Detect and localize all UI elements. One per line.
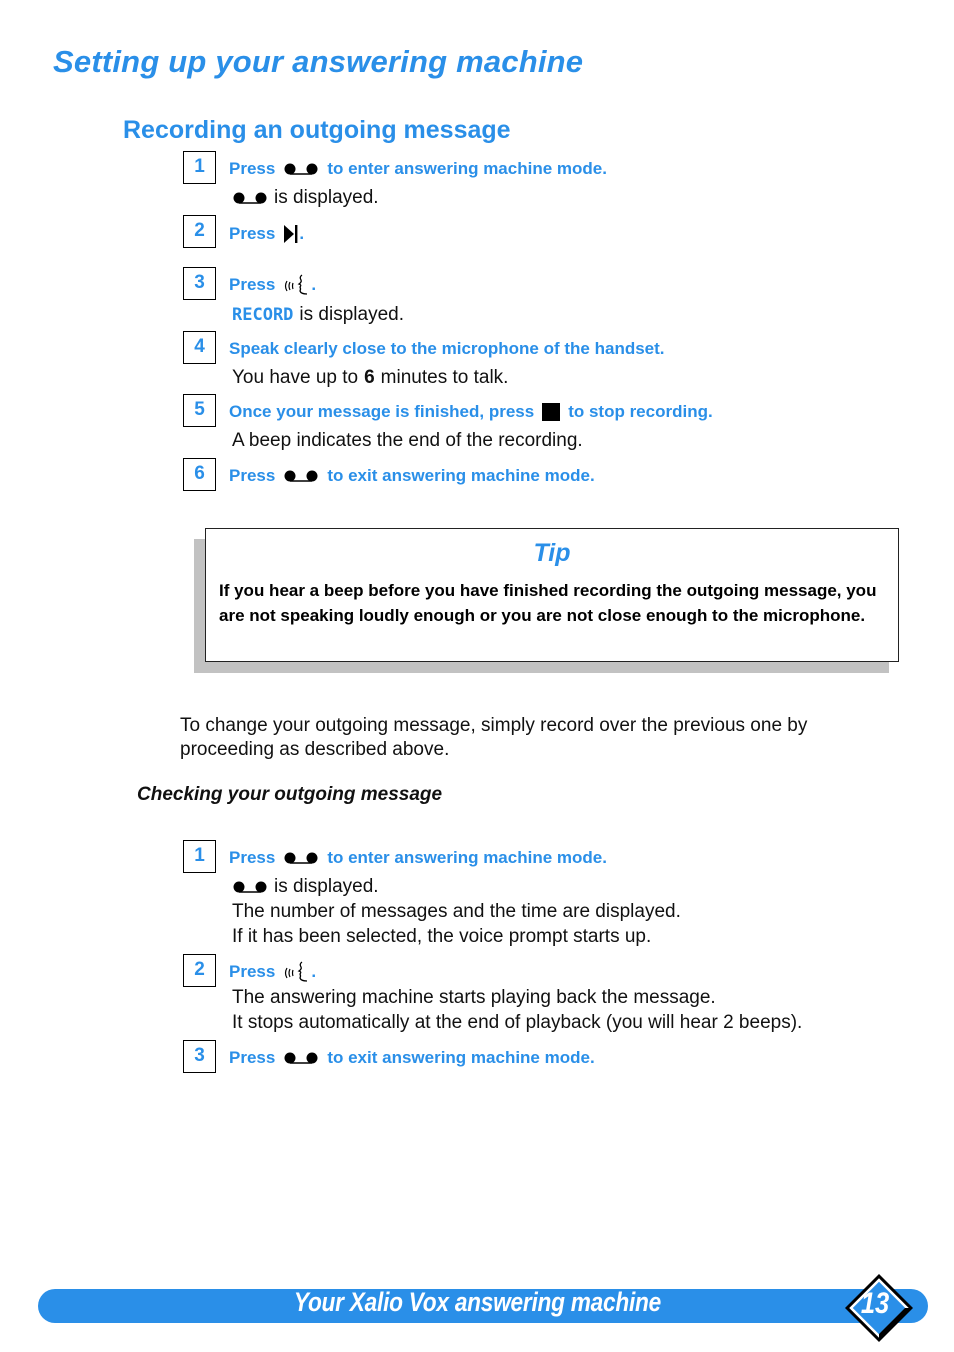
answering-machine-icon: [283, 469, 319, 483]
step-result: If it has been selected, the voice prompt starts up.: [232, 926, 652, 947]
step-number: 4: [183, 331, 216, 364]
footer-title: Your Xalio Vox answering machine: [293, 1287, 662, 1317]
answering-machine-icon: [283, 851, 319, 865]
step-instruction: Press .: [229, 224, 305, 243]
answering-machine-icon: [232, 880, 268, 894]
play-skip-icon: [283, 223, 299, 245]
step-number: 6: [183, 458, 216, 491]
step-result: RECORD is displayed.: [232, 304, 404, 325]
page-number: 13: [860, 1287, 890, 1320]
change-message-paragraph: To change your outgoing message, simply record over the previous one by proceeding as described above.: [180, 715, 808, 760]
step-number: 3: [183, 267, 216, 300]
step-result: You have up to 6 minutes to talk.: [232, 367, 509, 388]
section-title: Recording an outgoing message: [123, 116, 511, 144]
page-title: Setting up your answering machine: [53, 44, 584, 79]
step-result: It stops automatically at the end of playback (you will hear 2 beeps).: [232, 1012, 803, 1033]
step-instruction: Press to exit answering machine mode.: [229, 1048, 595, 1067]
step-result: The number of messages and the time are displayed.: [232, 901, 681, 922]
answering-machine-icon: [283, 1051, 319, 1065]
step-instruction: Press to enter answering machine mode.: [229, 848, 607, 867]
step-instruction: Speak clearly close to the microphone of the handset.: [229, 339, 665, 358]
step-instruction: Press to enter answering machine mode.: [229, 159, 607, 178]
checking-heading: Checking your outgoing message: [137, 784, 443, 805]
step-number: 3: [183, 1040, 216, 1073]
step-instruction: Press .: [229, 960, 316, 984]
step-instruction: Press .: [229, 273, 316, 297]
voice-prompt-icon: [283, 273, 311, 297]
tip-box: [205, 528, 899, 662]
display-record-text: RECORD: [232, 305, 294, 325]
step-number: 1: [183, 840, 216, 873]
step-result: is displayed.: [232, 187, 379, 209]
step-instruction: Press to exit answering machine mode.: [229, 466, 595, 485]
step-number: 2: [183, 215, 216, 248]
step-result: is displayed.: [232, 876, 379, 898]
answering-machine-icon: [283, 162, 319, 176]
stop-icon: [542, 403, 560, 421]
answering-machine-icon: [232, 191, 268, 205]
step-result: The answering machine starts playing back the message.: [232, 987, 716, 1008]
step-instruction: Once your message is finished, press to stop recording.: [229, 402, 713, 421]
tip-text: If you hear a beep before you have finished recording the outgoing message, you are not speaking loudly enough or you are not close enough to the microphone.: [219, 581, 877, 625]
voice-prompt-icon: [283, 960, 311, 984]
step-result: A beep indicates the end of the recording.: [232, 430, 583, 451]
tip-title: Tip: [533, 539, 571, 567]
step-number: 5: [183, 394, 216, 427]
step-number: 1: [183, 151, 216, 184]
step-number: 2: [183, 954, 216, 987]
